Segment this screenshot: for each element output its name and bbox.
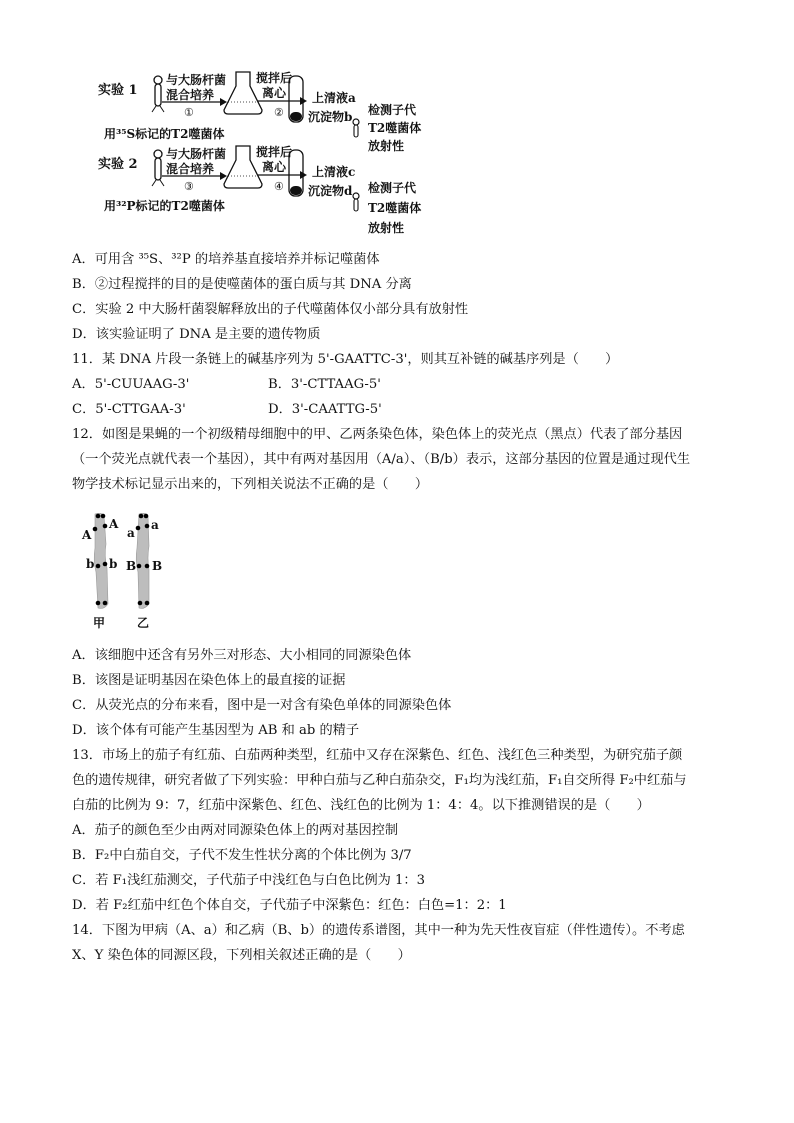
detect-1b: T2噬菌体 — [368, 121, 422, 135]
gene-label-b-right: b — [109, 557, 118, 571]
supernatant-a: 上清液a — [312, 91, 356, 105]
phage-icon-4 — [353, 193, 359, 211]
step-2: ② — [274, 106, 284, 119]
stir-label-1a: 搅拌后 — [256, 71, 293, 85]
gene-label-A-right: A — [109, 517, 119, 531]
q11-option-a: A．5'-CUUAAG-3' — [72, 377, 190, 392]
sediment-b: 沉淀物b — [308, 110, 353, 124]
q10-option-d: D．该实验证明了 DNA 是主要的遗传物质 — [72, 327, 321, 342]
step-1: ① — [184, 106, 194, 119]
q12-option-a: A．该细胞中还含有另外三对形态、大小相同的同源染色体 — [72, 648, 412, 663]
q13-option-b: B．F₂中白茄自交，子代不发生性状分离的个体比例为 3/7 — [72, 848, 412, 863]
gene-label-B-right: B — [152, 559, 163, 573]
detect-2b: T2噬菌体 — [368, 201, 422, 215]
exp2-label: 用³²P标记的T2噬菌体 — [104, 199, 225, 213]
q12-option-b: B．该图是证明基因在染色体上的最直接的证据 — [72, 673, 346, 688]
q13-stem-line2: 色的遗传规律，研究者做了下列实验：甲种白茄与乙种白茄杂交，F₁均为浅红茄，F₁自交所得 F₂中红茄与 — [72, 773, 687, 788]
detect-1a: 检测子代 — [368, 103, 417, 117]
stir-label-2a: 搅拌后 — [256, 145, 293, 159]
q12-stem-line3: 物学技术标记显示出来的，下列相关说法不正确的是（ ） — [72, 477, 429, 492]
exp2-title: 实验 2 — [98, 157, 138, 172]
gene-label-a-right: a — [151, 518, 159, 532]
q10-option-b: B．②过程搅拌的目的是使噬菌体的蛋白质与其 DNA 分离 — [72, 277, 412, 292]
q13-stem-line3: 白茄的比例为 9：7，红茄中深紫色、红色、浅红色的比例为 1：4：4。以下推测错误的是（ ） — [72, 798, 650, 813]
mix-label-1a: 与大肠杆菌 — [166, 73, 227, 87]
chromosome-figure — [78, 508, 178, 632]
phage-experiment-figure — [96, 66, 446, 246]
q14-stem-line2: X、Y 染色体的同源区段，下列相关叙述正确的是（ ） — [72, 948, 411, 963]
gene-label-a-left: a — [127, 526, 135, 540]
step-4: ④ — [274, 180, 284, 193]
q12-stem-line1: 12．如图是果蝇的一个初级精母细胞中的甲、乙两条染色体，染色体上的荧光点（黑点）代表了部分基因 — [72, 427, 683, 442]
sediment-d: 沉淀物d — [308, 184, 353, 198]
q11-stem: 11．某 DNA 片段一条链上的碱基序列为 5'-GAATTC-3'，则其互补链的碱基序列是（ ） — [72, 352, 619, 367]
q10-option-a: A．可用含 ³⁵S、³²P 的培养基直接培养并标记噬菌体 — [72, 252, 380, 267]
mix-label-2a: 与大肠杆菌 — [166, 147, 227, 161]
stir-label-1b: 离心 — [262, 86, 287, 100]
q12-option-d: D．该个体有可能产生基因型为 AB 和 ab 的精子 — [72, 723, 360, 738]
detect-2a: 检测子代 — [368, 181, 417, 195]
exp1-label: 用³⁵S标记的T2噬菌体 — [104, 127, 225, 141]
exp1-title: 实验 1 — [98, 83, 138, 98]
q13-option-a: A．茄子的颜色至少由两对同源染色体上的两对基因控制 — [72, 823, 399, 838]
q11-option-b: B．3'-CTTAAG-5' — [268, 377, 381, 392]
step-3: ③ — [184, 180, 194, 193]
chromosome-label-jia: 甲 — [93, 616, 106, 630]
supernatant-c: 上清液c — [312, 165, 356, 179]
q13-option-d: D．若 F₂红茄中红色个体自交，子代茄子中深紫色：红色：白色=1：2：1 — [72, 898, 507, 913]
phage-icon-1 — [152, 76, 164, 112]
q14-stem-line1: 14．下图为甲病（A、a）和乙病（B、b）的遗传系谱图，其中一种为先天性夜盲症（伴性遗传）。不考虑 — [72, 923, 685, 938]
q12-stem-line2: （一个荧光点就代表一个基因），其中有两对基因用（A/a）、（B/b）表示，这部分基因的位置是通过现代生 — [72, 452, 691, 467]
gene-label-b-left: b — [86, 557, 95, 571]
q11-option-d: D．3'-CAATTG-5' — [268, 402, 382, 417]
q13-option-c: C．若 F₁浅红茄测交，子代茄子中浅红色与白色比例为 1：3 — [72, 873, 426, 888]
mix-label-1b: 混合培养 — [166, 88, 215, 102]
mix-label-2b: 混合培养 — [166, 162, 215, 176]
phage-icon-3 — [152, 150, 164, 186]
phage-icon-2 — [353, 119, 359, 137]
q10-option-c: C．实验 2 中大肠杆菌裂解释放出的子代噬菌体仅小部分具有放射性 — [72, 302, 469, 317]
chromosome-label-yi: 乙 — [137, 616, 150, 630]
gene-label-B-left: B — [126, 559, 137, 573]
detect-2c: 放射性 — [368, 221, 405, 235]
q12-option-c: C．从荧光点的分布来看，图中是一对含有染色单体的同源染色体 — [72, 698, 452, 713]
gene-label-A-left: A — [82, 528, 92, 542]
detect-1c: 放射性 — [368, 139, 405, 153]
q11-option-c: C．5'-CTTGAA-3' — [72, 402, 186, 417]
stir-label-2b: 离心 — [262, 160, 287, 174]
q13-stem-line1: 13．市场上的茄子有红茄、白茄两种类型，红茄中又存在深紫色、红色、浅红色三种类型，为研究茄子颜 — [72, 748, 683, 763]
